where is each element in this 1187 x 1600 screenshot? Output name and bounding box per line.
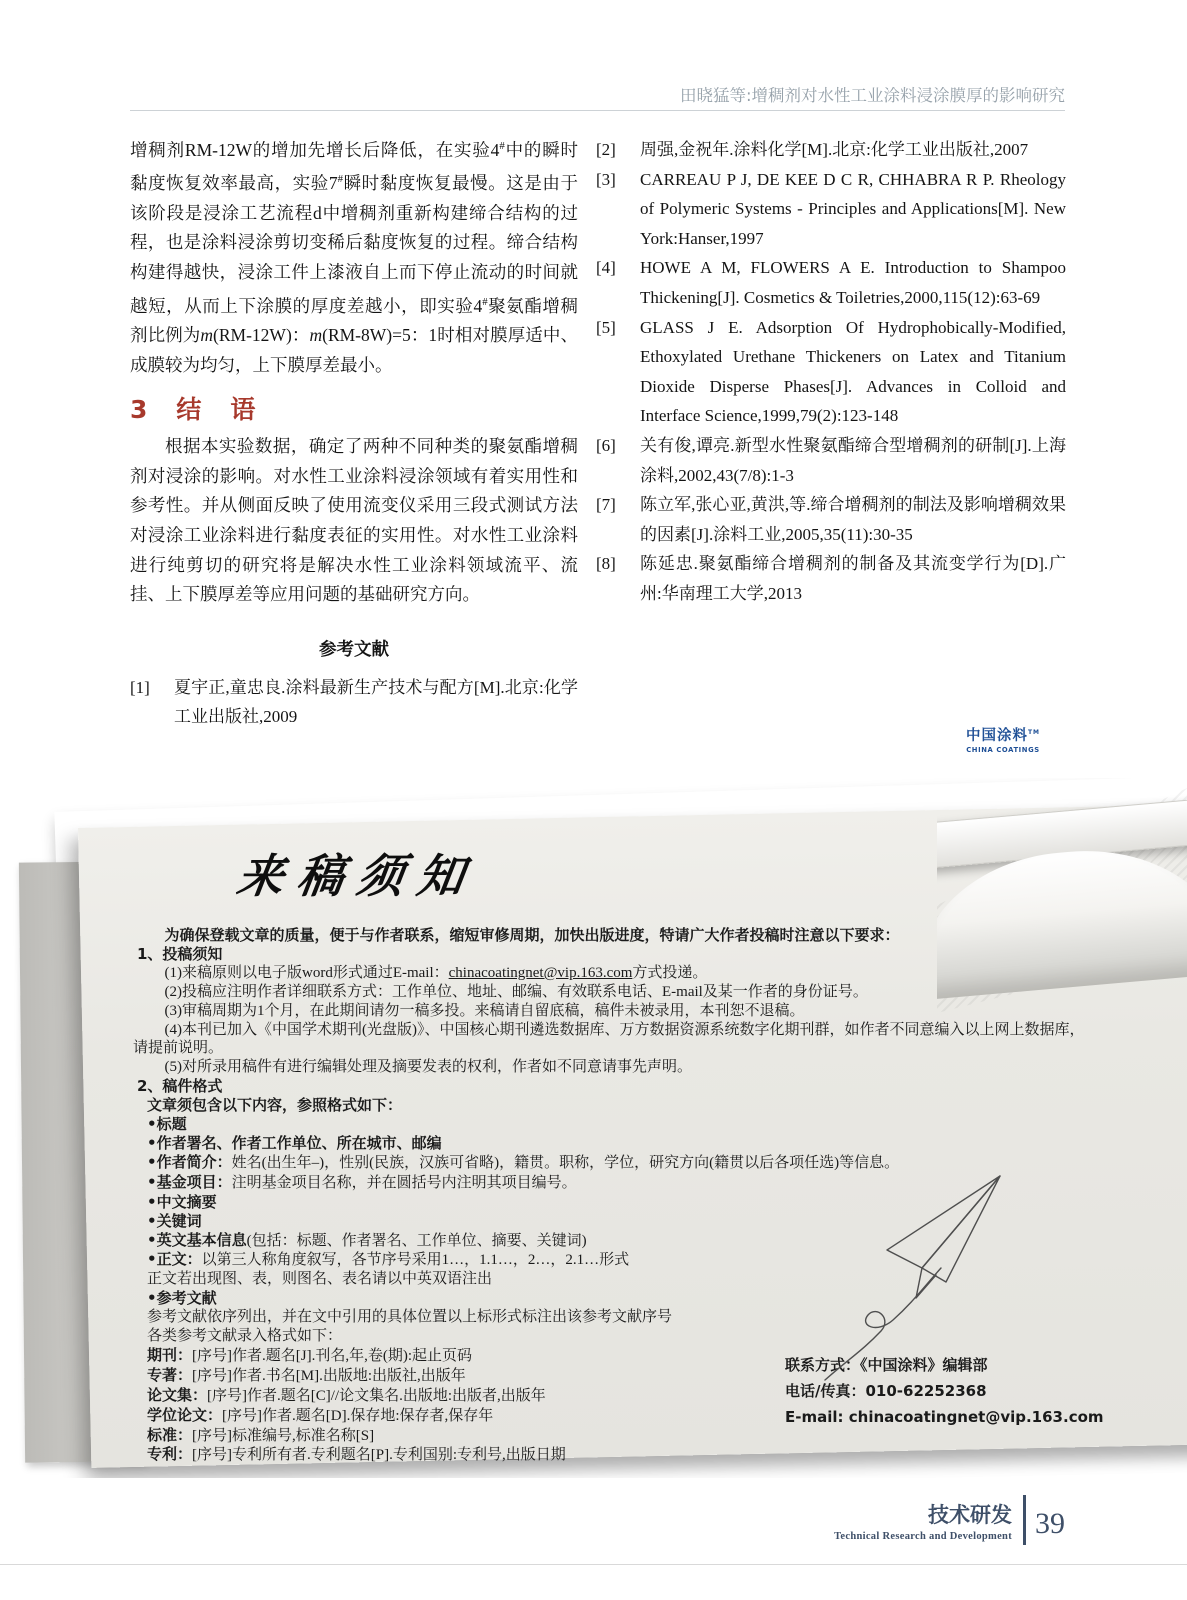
notice-section-1: 1、投稿须知 [137,944,223,963]
china-coatings-logo [958,724,1048,754]
reference-3: [3] CARREAU P J, DE KEE D C R, CHHABRA R P. Rheology of Polymeric Systems - Principles and Applications[M]. New York:Hanser,1997 [596,169,1066,248]
references-heading: 参考文献 [319,639,389,660]
notice-title: 来稿须知 [233,849,482,903]
bullet-authors: •作者署名、作者工作单位、所在城市、邮编 [147,1133,442,1152]
notice-item-3: (3)审稿周期为1个月，在此期间请勿一稿多投。来稿请自留底稿，稿件未被录用，本刊恕不退稿。 [164,1002,805,1019]
submission-notice-panel [0,778,1187,1478]
footer-section-en: Technical Research and Development [834,1530,1012,1542]
logo-chinese-text: 中国涂料™ [965,728,1041,744]
paper-airplane-icon [795,1158,1035,1388]
notice-item-2: (2)投稿应注明作者详细联系方式：工作单位、地址、邮编、有效联系电话、E-mail及某一作者的身份证号。 [164,983,868,1000]
reference-7: [7] 陈立军,张心亚,黄洪,等.缔合增稠剂的制法及影响增稠效果的因素[J].涂料工业,2005,35(11):30-35 [596,495,1066,544]
running-head: 田晓猛等:增稠剂对水性工业涂料浸涂膜厚的影响研究 [679,86,1065,105]
trademark-icon: TM [1027,729,1041,737]
format-thesis: 学位论文：[序号]作者.题名[D].保存地:保存者,保存年 [147,1405,494,1424]
footer-divider-bar [1023,1495,1026,1545]
paragraph-viscosity: 增稠剂RM-12W的增加先增长后降低，在实验4#中的瞬时黏度恢复效率最高，实验7#瞬时黏度恢复最慢。这是由于该阶段是浸涂工艺流程d中增稠剂重新构建缔合结构的过程，也是涂料浸涂剪切变稀后黏度恢复的过程。缔合结构构建得越快，浸涂工件上漆液自上而下停止流动的时间就越短，从而上下涂膜的厚度差越小，即实验4#聚氨酯增稠剂比例为m(RM-12W)：m(RM-8W)=5：1时相对膜厚适中、成膜较为均匀，上下膜厚差最小。 [130,139,579,375]
notice-section-2: 2、稿件格式 [137,1077,223,1096]
paragraph-conclusion: 根据本实验数据，确定了两种不同种类的聚氨酯增稠剂对浸涂的影响。对水性工业涂料浸涂领域有着实用性和参考性。并从侧面反映了使用流变仪采用三段式测试方法对浸涂工业涂料进行黏度表征的实用性。对水性工业涂料进行纯剪切的研究将是解决水性工业涂料领域流平、流挂、上下膜厚差等应用问题的基础研究方向。 [130,436,578,605]
notice-item-5: (5)对所录用稿件有进行编辑处理及摘要发表的权利，作者如不同意请事先声明。 [164,1059,692,1076]
reference-5: [5] GLASS J E. Adsorption Of Hydrophobically-Modified, Ethoxylated Urethane Thickeners on Latex and Titanium Dioxide Disperse Phases[J]. Advances in Colloid and Interface Science,1999,79(2):123-148 [596,317,1066,426]
reference-8: [8] 陈延忠.聚氨酯缔合增稠剂的制备及其流变学行为[D].广州:华南理工大学,2013 [596,554,1066,603]
footer-section-label [834,1499,1012,1542]
notice-item-1: (1)来稿原则以电子版word形式通过E-mail：chinacoatingnet@vip.163.com方式投递。 [164,964,708,981]
bullet-author-bio: •作者简介：姓名(出生年–)，性别(民族，汉族可省略)，籍贯。职称，学位，研究方向(籍贯以后各项任选)等信息。 [147,1152,900,1171]
section-heading-conclusion: 3 结 语 [130,395,258,425]
references-note-1: 参考文献依序列出，并在文中引用的具体位置以上标形式标注出该参考文献序号 [147,1309,673,1326]
format-patent: 专利：[序号]专利所有者.专利题名[P].专利国别:专利号,出版日期 [147,1445,566,1464]
submission-email-link[interactable]: chinacoatingnet@vip.163.com [448,964,633,981]
bullet-keywords: •关键词 [147,1211,202,1230]
right-column [596,135,1066,609]
notice-item-4: (4)本刊已加入《中国学术期刊(光盘版)》、中国核心期刊遴选数据库、万方数据资源系统数字化期刊群，如作者不同意编入以上网上数据库，请提前说明。 [133,1021,1085,1057]
bullet-references: •参考文献 [147,1289,217,1308]
reference-6: [6] 关有俊,谭亮.新型水性聚氨酯缔合型增稠剂的研制[J].上海涂料,2002,43(7/8):1-3 [596,435,1066,485]
footer-section-cn: 技术研发 [928,1502,1012,1527]
bullet-chinese-abstract: •中文摘要 [147,1192,217,1211]
bottom-rule [0,1564,1187,1565]
bullet-title: •标题 [147,1115,187,1134]
page-footer [834,1495,1065,1545]
format-monograph: 专著：[序号]作者.书名[M].出版地:出版社,出版年 [147,1365,466,1384]
page-number: 39 [1035,1507,1065,1540]
reference-2: [2] 周强,金祝年.涂料化学[M].北京:化学工业出版社,2007 [596,140,1029,159]
format-journal: 期刊：[序号]作者.题名[J].刊名,年,卷(期):起止页码 [147,1345,472,1364]
contact-line-3: E-mail: chinacoatingnet@vip.163.com [785,1408,1104,1426]
notice-format-intro: 文章须包含以下内容，参照格式如下： [147,1096,403,1115]
format-proceedings: 论文集：[序号]作者.题名[C]//论文集名.出版地:出版者,出版年 [147,1385,546,1404]
bullet-fund-project: •基金项目：注明基金项目名称，并在圆括号内注明其项目编号。 [147,1172,577,1191]
reference-4: [4] HOWE A M, FLOWERS A E. Introduction to Shampoo Thickening[J]. Cosmetics & Toiletries,2000,115(12):63-69 [596,258,1066,307]
format-standard: 标准：[序号]标准编号,标准名称[S] [147,1425,375,1444]
logo-english-text: CHINA COATINGS [966,746,1040,754]
contact-line-2: 电话/传真：010-62252368 [785,1382,987,1400]
notice-intro: 为确保登载文章的质量，便于与作者联系，缩短审修周期，加快出版进度，特请广大作者投稿时注意以下要求： [164,926,900,944]
reference-1: [1] 夏宇正,童忠良.涂料最新生产技术与配方[M].北京:化学工业出版社,2009 [130,677,578,727]
bullet-english-info: •英文基本信息(包括：标题、作者署名、工作单位、摘要、关键词) [147,1230,587,1249]
contact-email: chinacoatingnet@vip.163.com [848,1408,1104,1426]
header-rule [130,110,1065,111]
bullet-main-text: •正文：以第三人称角度叙写，各节序号采用1…，1.1…，2…，2.1…形式 [147,1250,630,1269]
left-column [130,132,578,732]
main-text-note: 正文若出现图、表，则图名、表名请以中英双语注出 [147,1271,493,1288]
contact-line-1: 联系方式：《中国涂料》编辑部 [785,1356,988,1374]
references-note-2: 各类参考文献录入格式如下： [147,1328,343,1345]
